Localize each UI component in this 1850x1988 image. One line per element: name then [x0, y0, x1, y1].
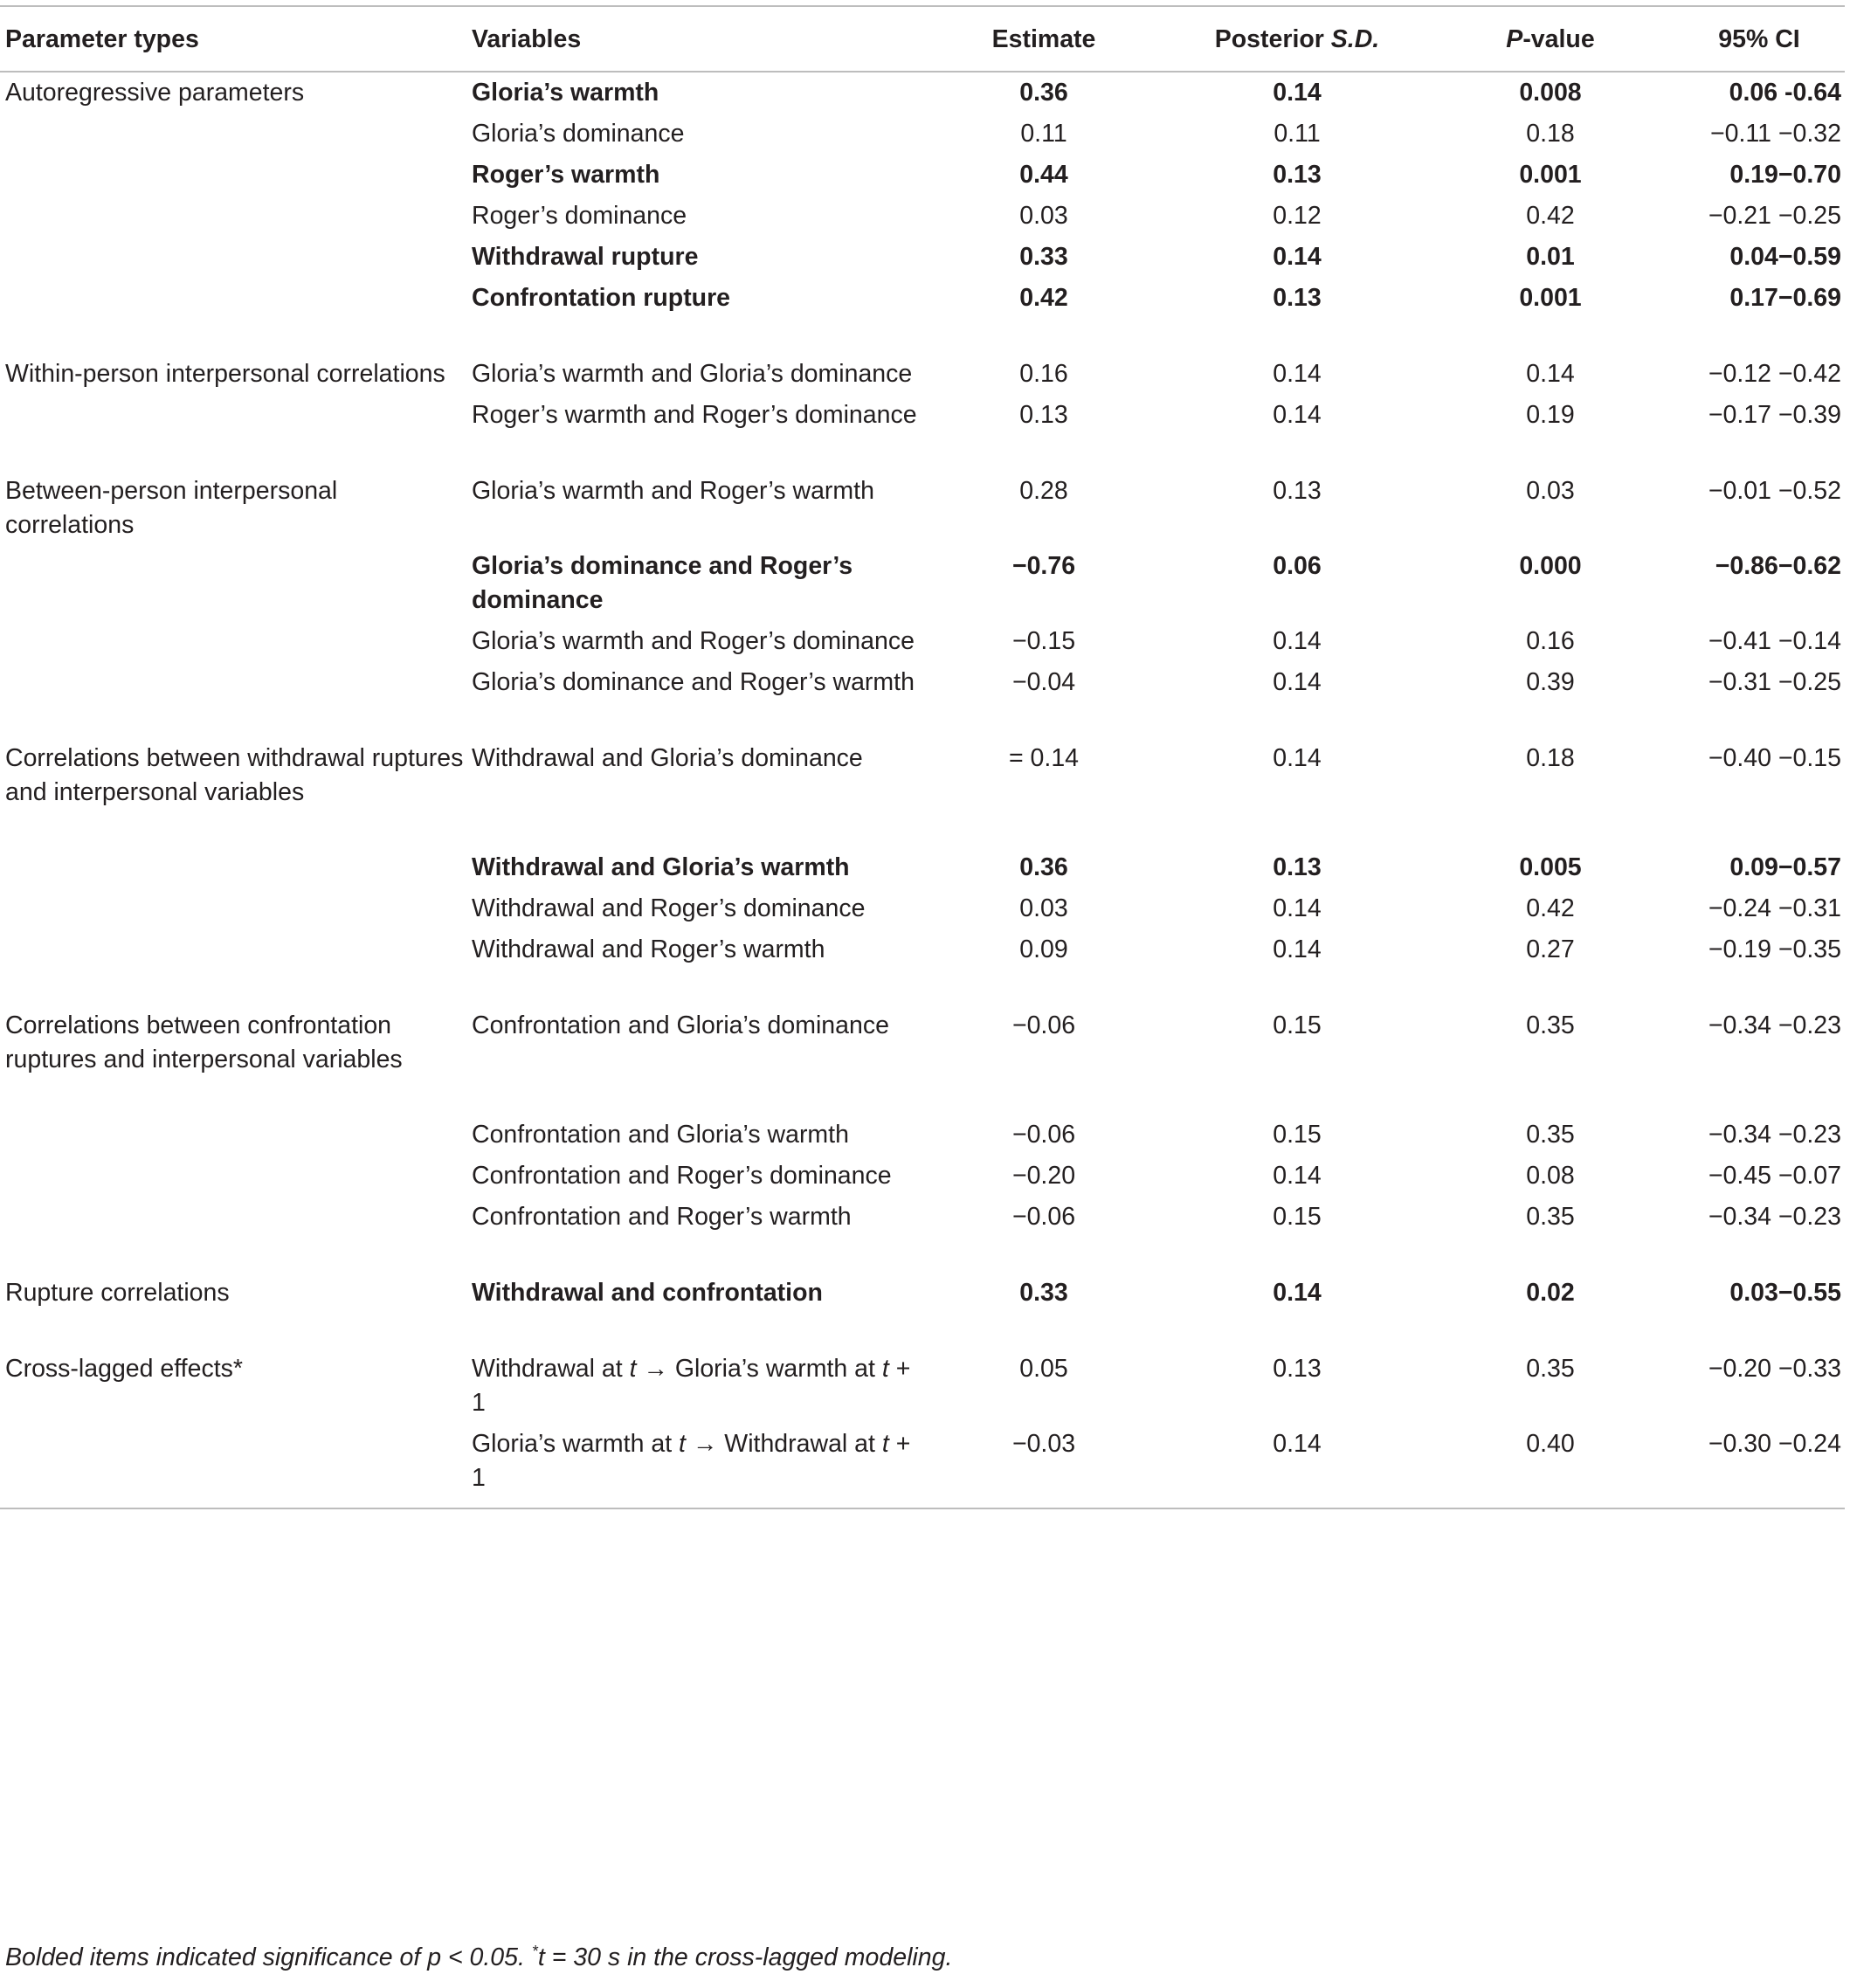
- table-row: [0, 354, 1845, 395]
- ci-cell: 0.04−0.59: [1729, 243, 1841, 271]
- variable-cell: Withdrawal rupture: [472, 243, 699, 271]
- variable-cell: Withdrawal and Gloria’s dominance: [472, 744, 863, 772]
- parameter-type-cell: [0, 237, 472, 278]
- ci-cell: 0.19−0.70: [1729, 161, 1841, 189]
- header-estimate: Estimate: [991, 25, 1096, 53]
- variable-text-part: t: [881, 1430, 889, 1458]
- ci-cell: −0.40 −0.15: [1708, 744, 1841, 772]
- ci-cell: −0.20 −0.33: [1708, 1355, 1841, 1383]
- posterior-sd-cell: 0.14: [1273, 627, 1322, 655]
- variable-cell: Confrontation rupture: [472, 284, 731, 312]
- p-value-cell: 0.001: [1519, 284, 1582, 312]
- table-row: [0, 1115, 1845, 1156]
- estimate-cell: 0.44: [1019, 161, 1068, 189]
- variable-cell: Gloria’s dominance and Roger’s dominance: [472, 552, 853, 614]
- parameter-type-cell: [0, 621, 472, 662]
- p-value-cell: 0.000: [1519, 552, 1582, 580]
- group-spacer-cell: [0, 1314, 1845, 1349]
- variable-cell: Confrontation and Roger’s dominance: [472, 1162, 892, 1190]
- posterior-sd-cell: 0.15: [1273, 1121, 1322, 1149]
- header-p-label: P: [1506, 25, 1523, 53]
- ci-cell: −0.31 −0.25: [1708, 668, 1841, 696]
- p-value-cell: 0.35: [1526, 1355, 1575, 1383]
- p-value-cell: 0.18: [1526, 120, 1575, 148]
- table-row: [0, 237, 1845, 278]
- parameter-type-cell: [0, 114, 472, 155]
- estimate-cell: 0.33: [1019, 1279, 1068, 1307]
- estimate-cell: −0.03: [1011, 1430, 1076, 1458]
- footnote-text-e: = 30 s in the cross-lagged modeling.: [544, 1943, 953, 1971]
- estimate-cell: = 0.14: [1008, 744, 1080, 772]
- posterior-sd-cell: 0.15: [1273, 1203, 1322, 1231]
- table-row: [0, 1424, 1845, 1508]
- table-row: [0, 888, 1845, 929]
- table-row: [0, 662, 1845, 703]
- p-value-cell: 0.03: [1526, 477, 1575, 505]
- ci-cell: −0.17 −0.39: [1708, 401, 1841, 429]
- table-header: [0, 6, 1845, 72]
- group-spacer-cell: [0, 703, 1845, 738]
- variable-cell: Confrontation and Roger’s warmth: [472, 1203, 852, 1231]
- estimate-cell: 0.33: [1019, 243, 1068, 271]
- estimate-cell: −0.15: [1011, 627, 1076, 655]
- variable-cell: Gloria’s warmth and Roger’s warmth: [472, 477, 874, 505]
- header-posterior-sd: [1170, 6, 1424, 72]
- footnote-text-a: Bolded items indicated significance of: [5, 1943, 428, 1971]
- posterior-sd-cell: 0.14: [1273, 1162, 1322, 1190]
- parameter-type-cell: [0, 847, 472, 888]
- p-value-cell: 0.35: [1526, 1121, 1575, 1149]
- variable-text-part: → Gloria’s warmth at: [636, 1355, 882, 1383]
- ci-cell: −0.24 −0.31: [1708, 894, 1841, 922]
- ci-cell: −0.34 −0.23: [1708, 1203, 1841, 1231]
- table-body: [0, 72, 1845, 1508]
- p-value-cell: 0.35: [1526, 1011, 1575, 1039]
- estimate-cell: 0.36: [1019, 853, 1068, 881]
- p-value-cell: 0.18: [1526, 744, 1575, 772]
- parameter-type-cell: Correlations between confrontation ruptures and interpersonal variables: [5, 1011, 403, 1073]
- group-spacer: [0, 703, 1845, 738]
- p-value-cell: 0.27: [1526, 935, 1575, 963]
- estimate-cell: −0.06: [1011, 1121, 1076, 1149]
- table-row: [0, 929, 1845, 970]
- footnote-t: t: [537, 1943, 545, 1971]
- footnote-star: *: [531, 1943, 538, 1960]
- parameter-type-cell: [0, 662, 472, 703]
- table-row: [0, 738, 1845, 847]
- parameter-type-cell: [0, 888, 472, 929]
- ci-cell: 0.03−0.55: [1729, 1279, 1841, 1307]
- ci-cell: 0.06 -0.64: [1729, 79, 1841, 107]
- table-row: [0, 1005, 1845, 1115]
- p-value-cell: 0.005: [1519, 853, 1582, 881]
- estimate-cell: −0.04: [1011, 668, 1076, 696]
- variable-cell: Confrontation and Gloria’s warmth: [472, 1121, 849, 1149]
- p-value-cell: 0.008: [1519, 79, 1582, 107]
- table-row: [0, 114, 1845, 155]
- estimate-cell: −0.06: [1011, 1203, 1076, 1231]
- parameter-type-cell: [0, 929, 472, 970]
- posterior-sd-cell: 0.13: [1273, 161, 1322, 189]
- posterior-sd-cell: 0.14: [1273, 243, 1322, 271]
- table-row: [0, 1156, 1845, 1197]
- posterior-sd-cell: 0.12: [1273, 202, 1322, 230]
- parameter-type-cell: [0, 155, 472, 196]
- estimate-cell: 0.11: [1020, 120, 1067, 148]
- ci-cell: −0.01 −0.52: [1708, 477, 1841, 505]
- table-row: [0, 847, 1845, 888]
- table-row: [0, 621, 1845, 662]
- parameter-type-cell: [0, 546, 472, 621]
- table-row: [0, 72, 1845, 114]
- estimate-cell: 0.42: [1019, 284, 1068, 312]
- ci-cell: −0.11 −0.32: [1709, 120, 1841, 148]
- header-ci: 95% CI: [1718, 25, 1800, 53]
- table-row: [0, 196, 1845, 237]
- p-value-cell: 0.40: [1526, 1430, 1575, 1458]
- ci-cell: −0.34 −0.23: [1708, 1121, 1841, 1149]
- posterior-sd-cell: 0.13: [1273, 477, 1322, 505]
- posterior-sd-cell: 0.14: [1273, 1279, 1322, 1307]
- parameter-type-cell: Correlations between withdrawal ruptures and interpersonal variables: [5, 744, 464, 806]
- table-footnote: [5, 1942, 952, 1973]
- variable-cell: Roger’s warmth: [472, 161, 660, 189]
- variable-cell: Gloria’s dominance: [472, 120, 685, 148]
- estimate-cell: −0.76: [1011, 552, 1076, 580]
- parameter-type-cell: [0, 395, 472, 436]
- posterior-sd-cell: 0.13: [1273, 853, 1322, 881]
- footnote-text-c: < 0.05.: [441, 1943, 532, 1971]
- table-row: [0, 1197, 1845, 1238]
- group-spacer: [0, 1238, 1845, 1273]
- estimate-cell: 0.05: [1019, 1355, 1068, 1383]
- parameter-type-cell: [0, 1156, 472, 1197]
- variable-cell: Gloria’s warmth and Gloria’s dominance: [472, 360, 913, 388]
- estimate-cell: 0.13: [1019, 401, 1068, 429]
- group-spacer-cell: [0, 970, 1845, 1005]
- posterior-sd-cell: 0.14: [1273, 935, 1322, 963]
- posterior-sd-cell: 0.14: [1273, 744, 1322, 772]
- header-parameter-types: Parameter types: [5, 25, 199, 53]
- variable-text-part: Withdrawal at: [472, 1355, 630, 1383]
- table-row: [0, 471, 1845, 546]
- variable-cell: Confrontation and Gloria’s dominance: [472, 1011, 889, 1039]
- group-spacer-cell: [0, 319, 1845, 354]
- parameter-type-cell: [0, 1197, 472, 1238]
- parameter-type-cell: [0, 1424, 472, 1508]
- p-value-cell: 0.01: [1526, 243, 1575, 271]
- group-spacer: [0, 436, 1845, 471]
- p-value-cell: 0.42: [1526, 202, 1575, 230]
- estimate-cell: 0.28: [1019, 477, 1068, 505]
- posterior-sd-cell: 0.14: [1273, 401, 1322, 429]
- footnote-p: p: [427, 1943, 442, 1971]
- posterior-sd-cell: 0.14: [1273, 894, 1322, 922]
- table-row: [0, 395, 1845, 436]
- p-value-cell: 0.19: [1526, 401, 1575, 429]
- variable-cell: Roger’s dominance: [472, 202, 687, 230]
- ci-cell: −0.30 −0.24: [1708, 1430, 1841, 1458]
- posterior-sd-cell: 0.06: [1273, 552, 1322, 580]
- estimate-cell: −0.20: [1011, 1162, 1076, 1190]
- variable-cell: Withdrawal and confrontation: [472, 1279, 823, 1307]
- group-spacer: [0, 970, 1845, 1005]
- variable-text-part: Gloria’s warmth at: [472, 1430, 680, 1458]
- posterior-sd-cell: 0.14: [1273, 360, 1322, 388]
- results-table: [0, 5, 1845, 1509]
- posterior-sd-cell: 0.14: [1273, 79, 1322, 107]
- header-sd-label: S.D.: [1330, 25, 1380, 53]
- parameter-type-cell: [0, 196, 472, 237]
- ci-cell: −0.12 −0.42: [1708, 360, 1841, 388]
- p-value-cell: 0.35: [1526, 1203, 1575, 1231]
- variable-text-part: t: [679, 1430, 686, 1458]
- ci-cell: −0.45 −0.07: [1708, 1162, 1841, 1190]
- group-spacer: [0, 1314, 1845, 1349]
- group-spacer: [0, 319, 1845, 354]
- header-p-value: [1424, 6, 1677, 72]
- variable-cell: Gloria’s warmth and Roger’s dominance: [472, 627, 915, 655]
- ci-cell: 0.09−0.57: [1729, 853, 1841, 881]
- header-posterior-label: Posterior: [1214, 25, 1331, 53]
- header-value-label: -value: [1522, 25, 1595, 53]
- variable-cell: Gloria’s warmth: [472, 79, 659, 107]
- posterior-sd-cell: 0.14: [1273, 1430, 1322, 1458]
- variable-cell: [472, 1424, 917, 1508]
- ci-cell: −0.34 −0.23: [1708, 1011, 1841, 1039]
- table-row: [0, 546, 1845, 621]
- p-value-cell: 0.14: [1526, 360, 1575, 388]
- ci-cell: −0.41 −0.14: [1708, 627, 1841, 655]
- ci-cell: −0.19 −0.35: [1708, 935, 1841, 963]
- parameter-type-cell: [0, 1115, 472, 1156]
- p-value-cell: 0.16: [1526, 627, 1575, 655]
- variable-cell: Roger’s warmth and Roger’s dominance: [472, 401, 917, 429]
- estimate-cell: 0.03: [1019, 202, 1068, 230]
- estimate-cell: 0.16: [1019, 360, 1068, 388]
- group-spacer-cell: [0, 436, 1845, 471]
- variable-text-part: → Withdrawal at: [685, 1430, 882, 1458]
- posterior-sd-cell: 0.13: [1273, 284, 1322, 312]
- p-value-cell: 0.42: [1526, 894, 1575, 922]
- table-row: [0, 155, 1845, 196]
- variable-text-part: t: [629, 1355, 637, 1383]
- variable-cell: Gloria’s dominance and Roger’s warmth: [472, 668, 915, 696]
- variable-cell: Withdrawal and Gloria’s warmth: [472, 853, 850, 881]
- ci-cell: −0.21 −0.25: [1708, 202, 1841, 230]
- parameter-type-cell: Autoregressive parameters: [5, 79, 305, 107]
- posterior-sd-cell: 0.14: [1273, 668, 1322, 696]
- estimate-cell: 0.03: [1019, 894, 1068, 922]
- variable-text-part: + 1: [472, 1430, 911, 1492]
- ci-cell: −0.86−0.62: [1715, 552, 1841, 580]
- parameter-type-cell: Between-person interpersonal correlations: [5, 477, 338, 539]
- variable-cell: [472, 1349, 917, 1424]
- estimate-cell: −0.06: [1011, 1011, 1076, 1039]
- group-spacer-cell: [0, 1238, 1845, 1273]
- estimate-cell: 0.36: [1019, 79, 1068, 107]
- variable-cell: Withdrawal and Roger’s warmth: [472, 935, 825, 963]
- header-variables: Variables: [472, 25, 582, 53]
- table-row: [0, 1349, 1845, 1424]
- table-row: [0, 278, 1845, 319]
- variable-text-part: + 1: [472, 1355, 911, 1417]
- posterior-sd-cell: 0.15: [1273, 1011, 1322, 1039]
- estimate-cell: 0.09: [1019, 935, 1068, 963]
- posterior-sd-cell: 0.13: [1273, 1355, 1322, 1383]
- p-value-cell: 0.001: [1519, 161, 1582, 189]
- header-row: [0, 6, 1845, 72]
- parameter-type-cell: [0, 278, 472, 319]
- parameter-type-cell: Within-person interpersonal correlations: [5, 360, 445, 388]
- p-value-cell: 0.08: [1526, 1162, 1575, 1190]
- parameter-type-cell: Rupture correlations: [5, 1279, 230, 1307]
- ci-cell: 0.17−0.69: [1729, 284, 1841, 312]
- parameter-type-cell: Cross-lagged effects*: [5, 1355, 243, 1383]
- variable-text-part: t: [881, 1355, 889, 1383]
- table-row: [0, 1273, 1845, 1314]
- p-value-cell: 0.02: [1526, 1279, 1575, 1307]
- posterior-sd-cell: 0.11: [1274, 120, 1321, 148]
- variable-cell: Withdrawal and Roger’s dominance: [472, 894, 866, 922]
- p-value-cell: 0.39: [1526, 668, 1575, 696]
- results-table-wrapper: [0, 5, 1845, 1509]
